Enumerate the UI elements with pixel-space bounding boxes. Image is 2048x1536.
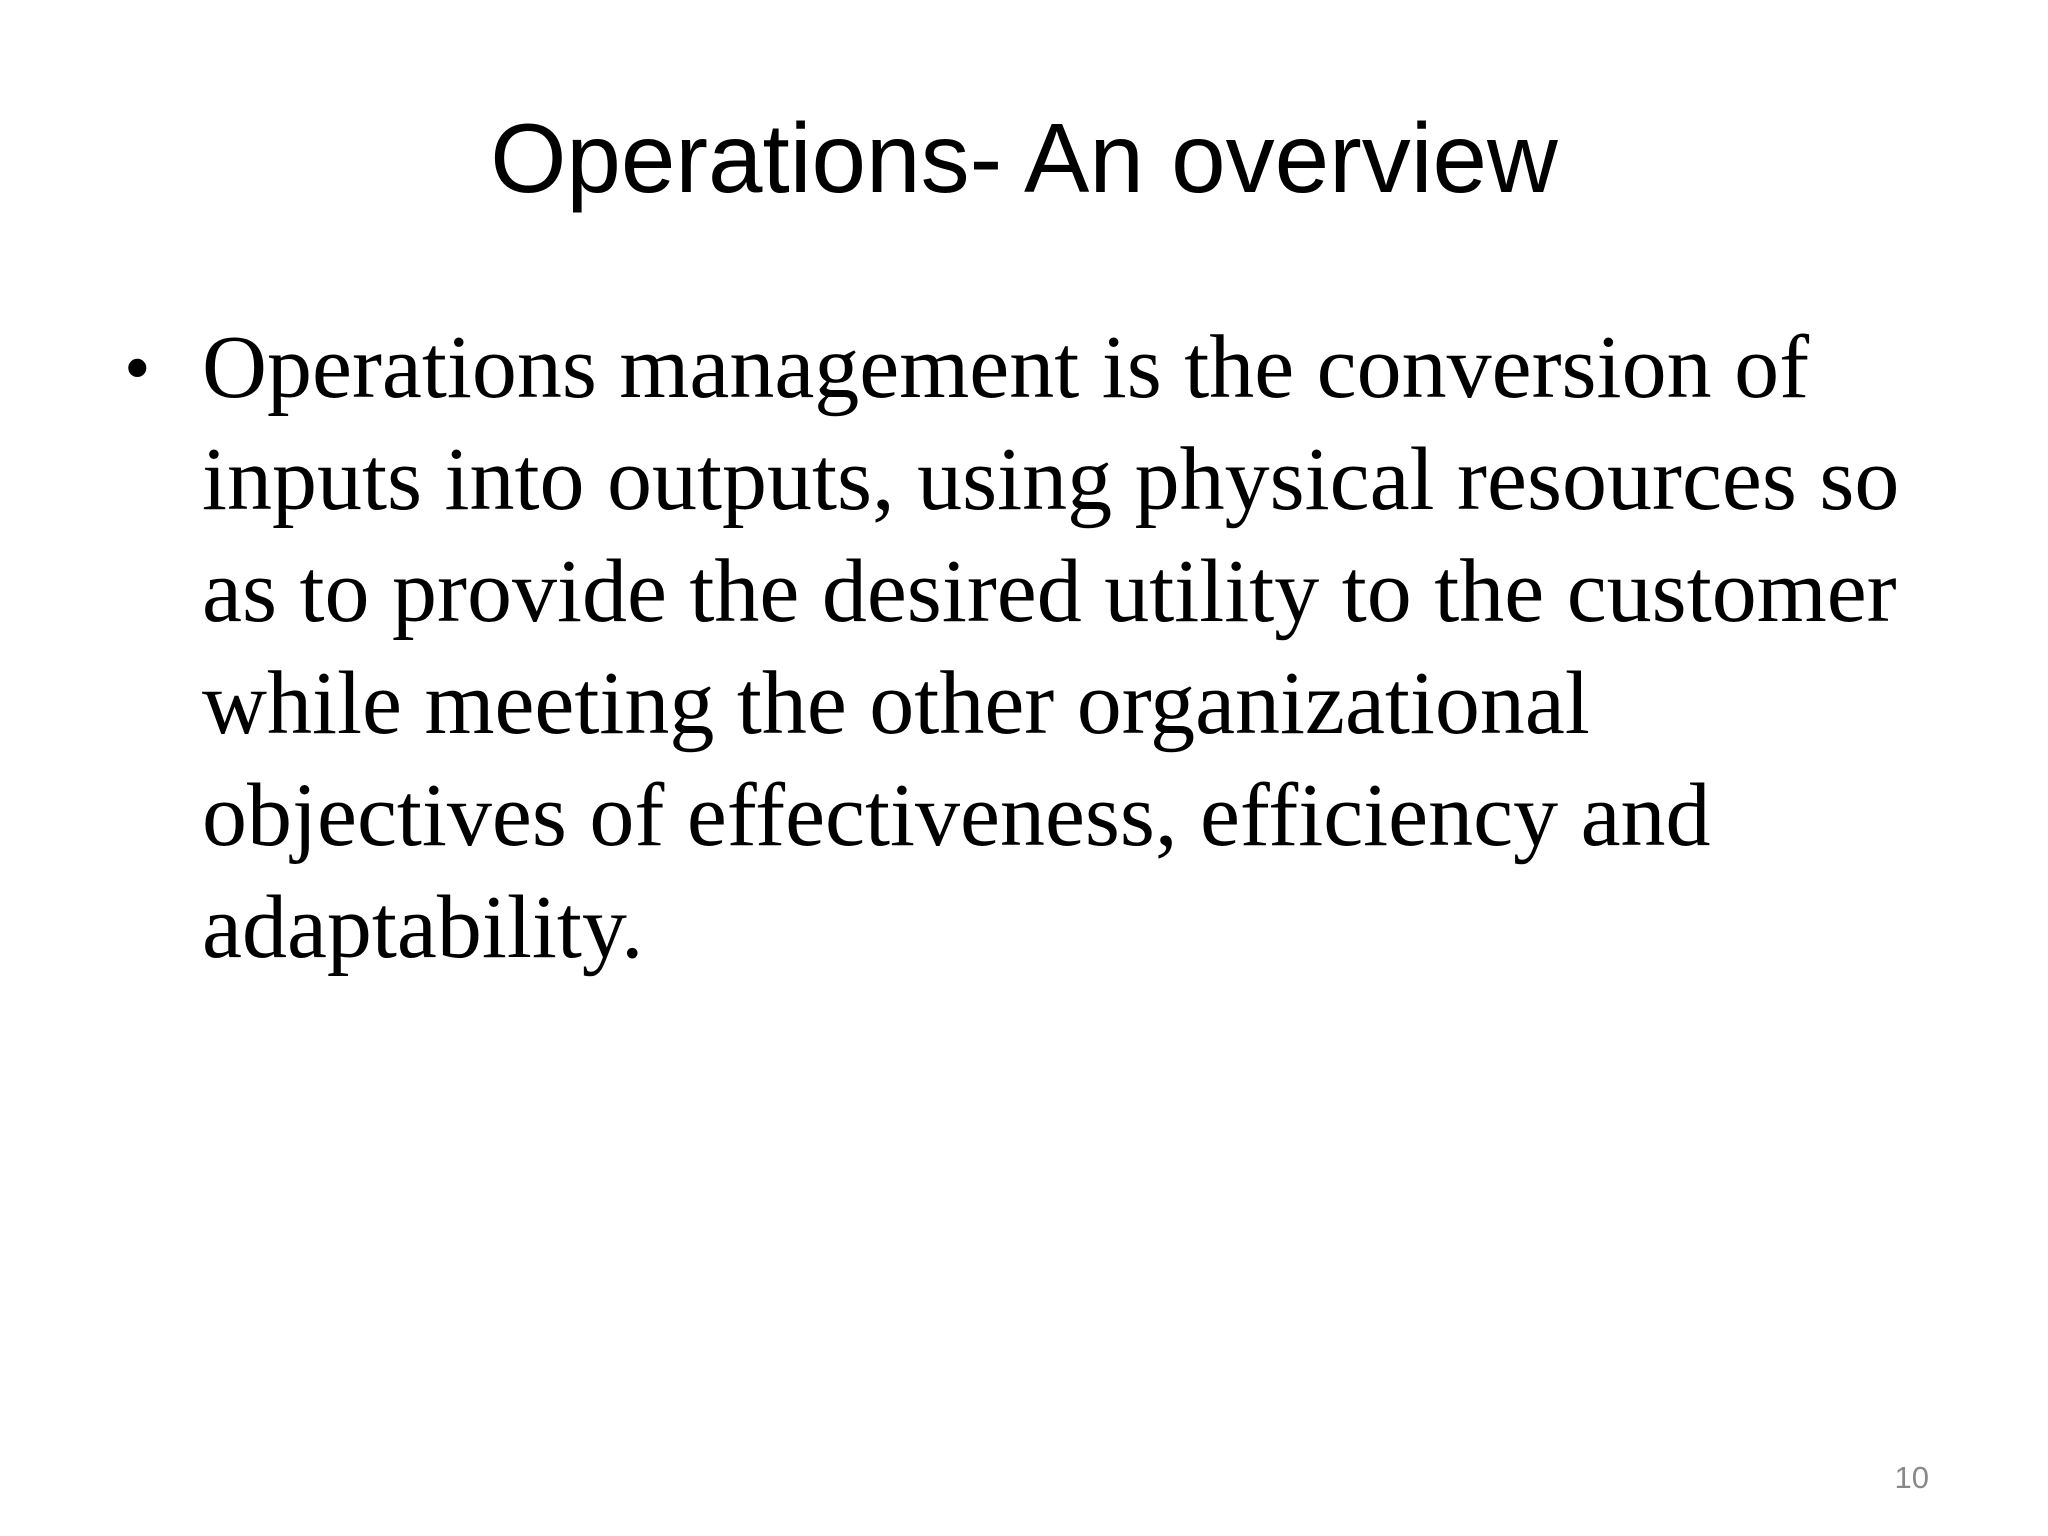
bullet-text-line-5: objectives of effectiveness, efficiency and <box>202 766 1711 865</box>
bullet-text-line-3: as to provide the desired utility to the customer <box>202 542 1897 641</box>
bullet-marker: • <box>124 326 151 410</box>
bullet-list <box>122 312 1972 984</box>
bullet-text-line-4: while meeting the other organizational <box>202 654 1590 753</box>
slide-page-number: 10 <box>1894 1460 1929 1495</box>
bullet-text-line-1: Operations management is the conversion of <box>202 318 1810 417</box>
bullet-item <box>122 312 1972 984</box>
bullet-text-line-2: inputs into outputs, using physical resources so <box>202 430 1900 529</box>
slide-title: Operations- An overview <box>490 103 1558 213</box>
bullet-text-line-6: adaptability. <box>202 878 644 977</box>
